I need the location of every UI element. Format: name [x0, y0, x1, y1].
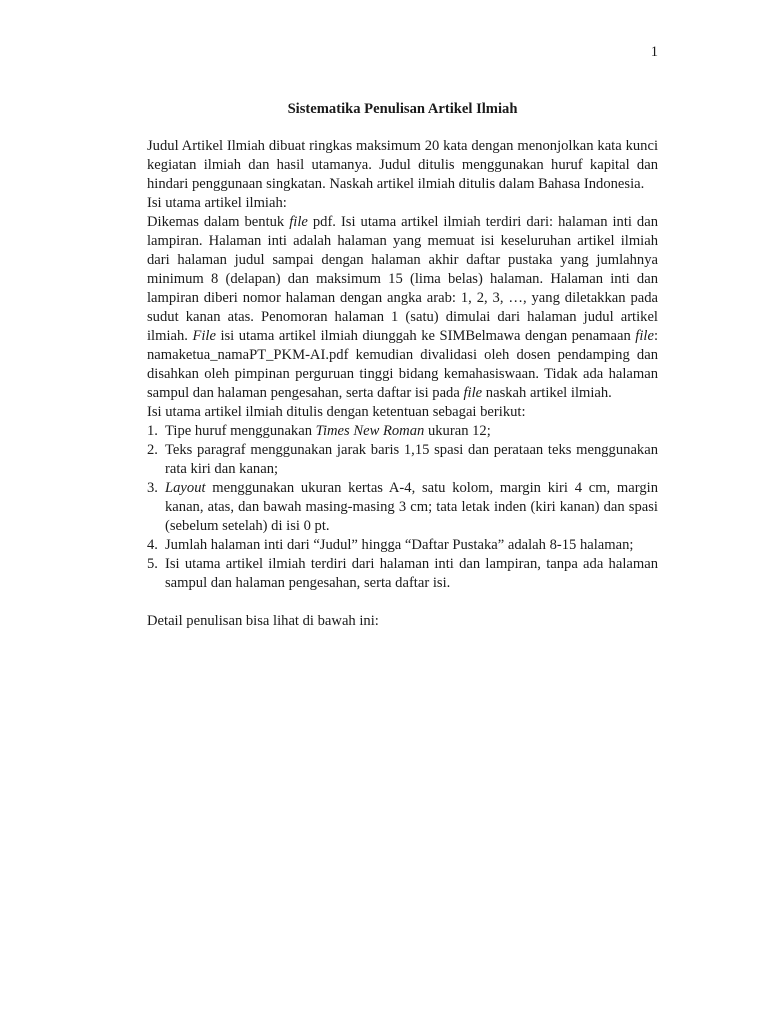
- body-paragraph: [147, 213, 658, 403]
- rule-text: Tipe huruf menggunakan: [165, 423, 316, 439]
- blank-line: [147, 593, 658, 612]
- rule-number: 3.: [147, 480, 158, 496]
- rule-item: [147, 422, 658, 441]
- rule-item: [147, 441, 658, 479]
- body-text-2: pdf. Isi utama artikel ilmiah terdiri dari: halaman inti dan lampiran. Halaman inti adalah halaman yang memuat isi keseluruhan artikel ilmiah dari halaman judul sampai dengan halaman akhir daftar pustaka yang jumlahnya minimum 8 (delapan) dan maksimum 15 (lima belas) halaman. Halaman inti dan lampiran diberi nomor halaman dengan angka arab: 1, 2, 3, …, yang diletakkan pada sudut kanan atas. Penomoran halaman 1 (satu) dimulai dari halaman judul artikel ilmiah.: [147, 214, 658, 344]
- rules-label: Isi utama artikel ilmiah ditulis dengan ketentuan sebagai berikut:: [147, 404, 526, 420]
- rule-item: [147, 479, 658, 536]
- body-italic-1: file: [289, 214, 308, 230]
- body-italic-2: File: [192, 328, 216, 344]
- body-italic-4: file: [463, 385, 483, 401]
- rule-item: [147, 536, 658, 555]
- rules-list: [147, 422, 658, 593]
- rule-text: Jumlah halaman inti dari “Judul” hingga “Daftar Pustaka” adalah 8-15 halaman;: [165, 537, 634, 553]
- rule-italic: Times New Roman: [315, 423, 425, 439]
- rule-number: 5.: [147, 556, 158, 572]
- body-italic-3: file: [635, 328, 654, 344]
- rule-number: 4.: [147, 537, 158, 553]
- intro-paragraph: Judul Artikel Ilmiah dibuat ringkas maksimum 20 kata dengan menonjolkan kata kunci kegiatan ilmiah dan hasil utamanya. Judul ditulis menggunakan huruf kapital dan hindari penggunaan singkatan. Naskah artikel ilmiah ditulis dalam Bahasa Indonesia.: [147, 138, 658, 192]
- document-content: [147, 100, 658, 631]
- section-label: Isi utama artikel ilmiah:: [147, 195, 287, 211]
- closing-line: Detail penulisan bisa lihat di bawah ini:: [147, 613, 379, 629]
- body-text-4: : namaketua_namaPT_PKM-AI.pdf kemudian divalidasi oleh dosen pendamping dan disahkan oleh pimpinan perguruan tinggi bidang kemahasiswaan. Tidak ada halaman sampul dan halaman pengesahan, serta daftar isi pada: [147, 328, 658, 401]
- rule-text: Teks paragraf menggunakan jarak baris 1,15 spasi dan perataan teks menggunakan rata kiri dan kanan;: [165, 442, 658, 477]
- body-text-1: Dikemas dalam bentuk: [147, 214, 290, 230]
- body-text-3: isi utama artikel ilmiah diunggah ke SIMBelmawa dengan penamaan: [215, 328, 636, 344]
- body-text-5: naskah artikel ilmiah.: [482, 385, 612, 401]
- rule-italic: Layout: [165, 480, 206, 496]
- rule-text-tail: menggunakan ukuran kertas A-4, satu kolom, margin kiri 4 cm, margin kanan, atas, dan bawah masing-masing 3 cm; tata letak inden (kiri kanan) dan spasi (sebelum setelah) di isi 0 pt.: [165, 480, 658, 534]
- page-number: 1: [650, 44, 658, 60]
- rule-number: 1.: [147, 423, 158, 439]
- rule-text-tail: ukuran 12;: [424, 423, 491, 439]
- rule-text: Isi utama artikel ilmiah terdiri dari halaman inti dan lampiran, tanpa ada halaman sampul dan halaman pengesahan, serta daftar isi.: [165, 556, 658, 591]
- rule-number: 2.: [147, 442, 158, 458]
- document-title: Sistematika Penulisan Artikel Ilmiah: [287, 101, 518, 117]
- rule-item: [147, 555, 658, 593]
